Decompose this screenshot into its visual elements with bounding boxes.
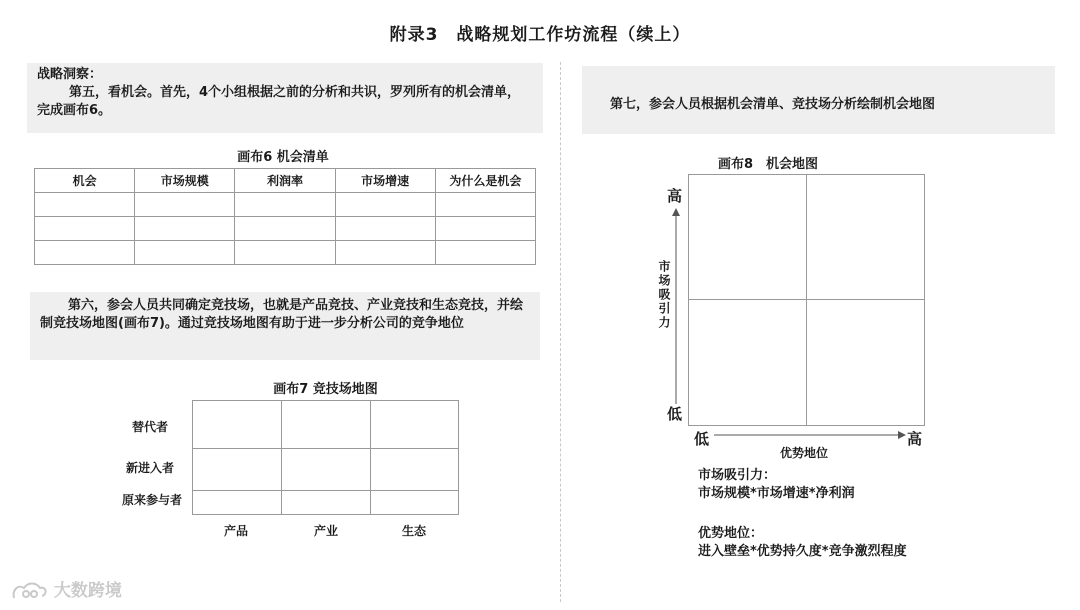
canvas8-caption: 画布8 机会地图: [717, 157, 819, 172]
attractiveness-formula: 市场规模*市场增速*净利润: [698, 486, 855, 501]
table-row: [35, 241, 536, 265]
arena-row-label: 原来参与者: [121, 493, 182, 507]
step6-box: [30, 292, 540, 360]
opportunity-list-table: [34, 168, 536, 265]
arena-map-grid: [192, 400, 459, 515]
y-axis-low: 低: [667, 405, 683, 423]
arena-col-label: 生态: [401, 524, 426, 538]
arena-row-label: 替代者: [131, 420, 168, 434]
table-row: [35, 193, 536, 217]
arena-col-label: 产业: [313, 524, 338, 538]
advantage-formula: 进入壁垒*优势持久度*竞争激烈程度: [698, 544, 907, 559]
attractiveness-note: [698, 467, 855, 503]
col-header: 机会: [35, 169, 135, 193]
x-axis-arrow: [714, 429, 906, 441]
watermark-text: 大数跨境: [53, 581, 122, 601]
col-header: 为什么是机会: [435, 169, 535, 193]
step5-heading: 战略洞察：: [37, 67, 103, 82]
col-header: 市场增速: [335, 169, 435, 193]
advantage-note: [698, 525, 907, 561]
advantage-title: 优势地位：: [698, 526, 764, 541]
col-header: 市场规模: [135, 169, 235, 193]
y-axis-arrow: [668, 208, 684, 404]
watermark-logo-icon: [10, 580, 48, 602]
x-axis-label: 优势地位: [779, 446, 828, 460]
x-axis-low: 低: [694, 430, 710, 448]
step6-text: 第六，参会人员共同确定竞技场，也就是产品竞技、产业竞技和生态竞技，并绘制竞技场地图(画布7)。通过竞技场地图有助于进一步分析公司的竞争地位: [40, 298, 524, 331]
opportunity-map-grid: [688, 174, 925, 426]
y-axis-high: 高: [667, 187, 683, 205]
step5-text: 第五，看机会。首先，4个小组根据之前的分析和共识，罗列所有的机会清单，完成画布6。: [37, 85, 521, 118]
attractiveness-title: 市场吸引力：: [698, 468, 777, 483]
col-header: 利润率: [235, 169, 335, 193]
step7-box: [582, 66, 1055, 134]
center-divider: [560, 62, 561, 602]
watermark: [10, 576, 122, 602]
table-header-row: [35, 169, 536, 193]
canvas6-caption: 画布6 机会清单: [237, 150, 329, 165]
y-axis-label: 市场吸引力: [657, 260, 671, 330]
step7-text: 第七，参会人员根据机会清单、竞技场分析绘制机会地图: [610, 97, 936, 112]
canvas7-caption: 画布7 竞技场地图: [273, 382, 378, 397]
arena-row-label: 新进入者: [125, 461, 174, 475]
step5-box: [27, 63, 543, 133]
page-title: 附录3 战略规划工作坊流程（续上）: [389, 25, 691, 45]
arena-col-label: 产品: [223, 524, 248, 538]
table-row: [35, 217, 536, 241]
x-axis-high: 高: [907, 430, 923, 448]
